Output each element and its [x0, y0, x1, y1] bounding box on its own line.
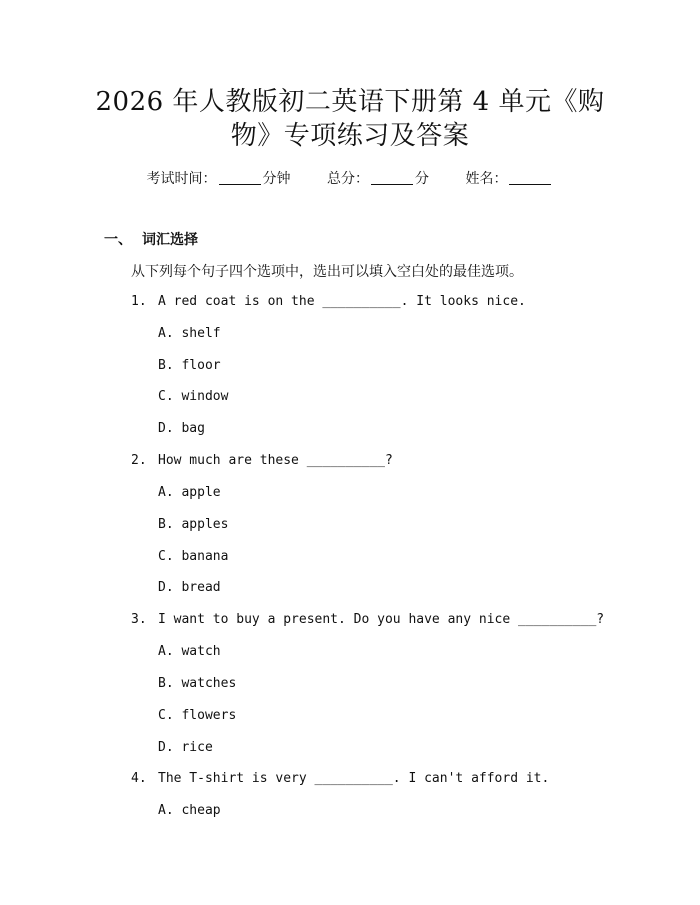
question-3-option-b: B. watches [158, 676, 237, 691]
question-number: 1. [131, 294, 147, 309]
question-1-option-b: B. floor [158, 358, 221, 373]
question-2-option-d: D. bread [158, 580, 221, 595]
total-score-label: 总分： [327, 171, 369, 187]
exam-time-label: 考试时间： [146, 171, 217, 187]
question-text: A red coat is on the __________. It looks nice. [158, 294, 526, 309]
question-1-option-d: D. bag [158, 421, 205, 436]
question-text: The T-shirt is very __________. I can't afford it. [158, 771, 550, 786]
section-title: 词汇选择 [142, 232, 198, 248]
exam-meta-row [0, 168, 700, 188]
question-text: How much are these __________? [158, 453, 393, 468]
exam-time-blank [219, 170, 261, 185]
student-name-field [465, 168, 553, 188]
student-name-label: 姓名： [465, 171, 508, 187]
total-score-field [327, 168, 429, 188]
exam-time-field [147, 168, 291, 188]
exam-time-unit: 分钟 [262, 171, 291, 187]
question-3 [131, 612, 604, 627]
question-2-option-a: A. apple [158, 485, 221, 500]
question-1-option-a: A. shelf [158, 326, 221, 341]
question-1-option-c: C. window [158, 389, 229, 404]
question-1 [131, 294, 526, 309]
question-3-option-a: A. watch [158, 644, 221, 659]
document-title-line-2: 物》专项练习及答案 [230, 121, 470, 151]
question-number: 4. [131, 771, 147, 786]
question-text: I want to buy a present. Do you have any nice __________? [158, 612, 605, 627]
student-name-blank [509, 170, 551, 185]
question-3-option-c: C. flowers [158, 708, 237, 723]
question-number: 3. [131, 612, 147, 627]
section-number: 一、 [104, 232, 132, 248]
question-number: 2. [131, 453, 147, 468]
question-2-option-c: C. banana [158, 549, 229, 564]
question-3-option-d: D. rice [158, 740, 213, 755]
question-2 [131, 453, 393, 468]
question-4-option-a: A. cheap [158, 803, 221, 818]
document-title-line-1: 2026 年人教版初二英语下册第 4 单元《购 [95, 87, 605, 117]
total-score-blank [371, 170, 413, 185]
question-4 [131, 771, 549, 786]
section-heading [104, 229, 198, 249]
total-score-unit: 分 [415, 171, 429, 187]
section-instruction: 从下列每个句子四个选项中，选出可以填入空白处的最佳选项。 [131, 264, 523, 280]
question-2-option-b: B. apples [158, 517, 229, 532]
